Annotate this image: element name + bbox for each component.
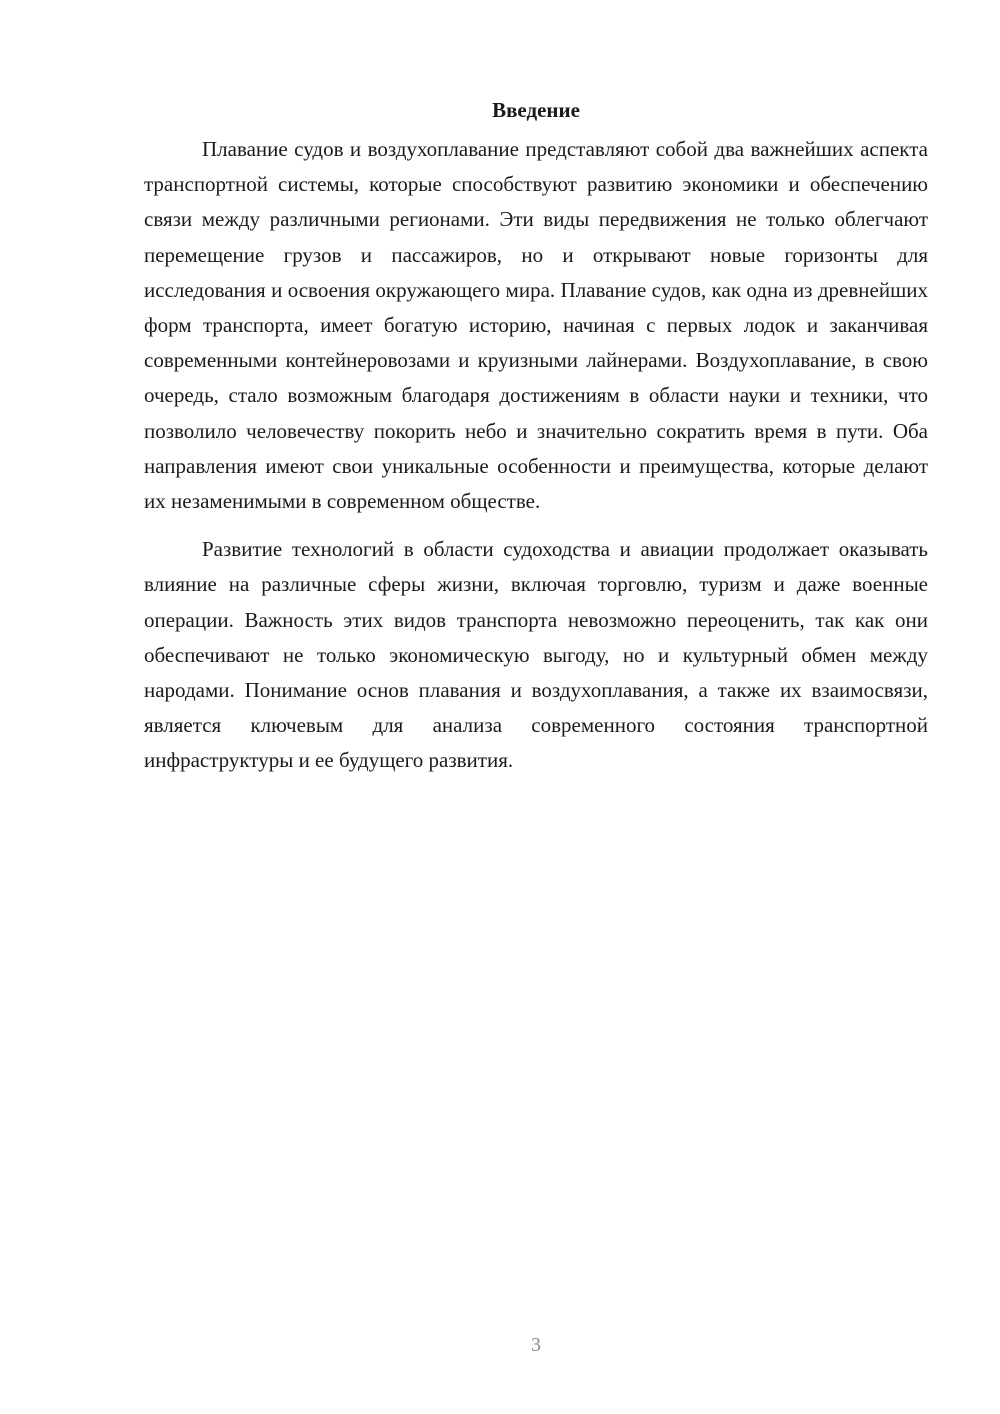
paragraph-1: Плавание судов и воздухоплавание представляют собой два важнейших аспекта транспортной системы, которые способствуют развитию экономики и обеспечению связи между различными регионами. Эти виды передвижения не только облегчают перемещение грузов и пассажиров, но и открывают новые горизонты для исследования и освоения окружающего мира. Плавание судов, как одна из древнейших форм транспорта, имеет богатую историю, начиная с первых лодок и заканчивая современными контейнеровозами и круизными лайнерами. Воздухоплавание, в свою очередь, стало возможным благодаря достижениям в области науки и техники, что позволило человечеству покорить небо и значительно сократить время в пути. Оба направления имеют свои уникальные особенности и преимущества, которые делают их незаменимыми в современном обществе.: [144, 137, 928, 514]
section-heading: Введение: [492, 98, 580, 122]
page-number: 3: [531, 1334, 541, 1356]
page-content: [144, 92, 928, 779]
paragraph-2: Развитие технологий в области судоходства и авиации продолжает оказывать влияние на различные сферы жизни, включая торговлю, туризм и даже военные операции. Важность этих видов транспорта невозможно переоценить, так как они обеспечивают не только экономическую выгоду, но и культурный обмен между народами. Понимание основ плавания и воздухоплавания, а также их взаимосвязи, является ключевым для анализа современного состояния транспортной инфраструктуры и ее будущего развития.: [144, 537, 928, 773]
